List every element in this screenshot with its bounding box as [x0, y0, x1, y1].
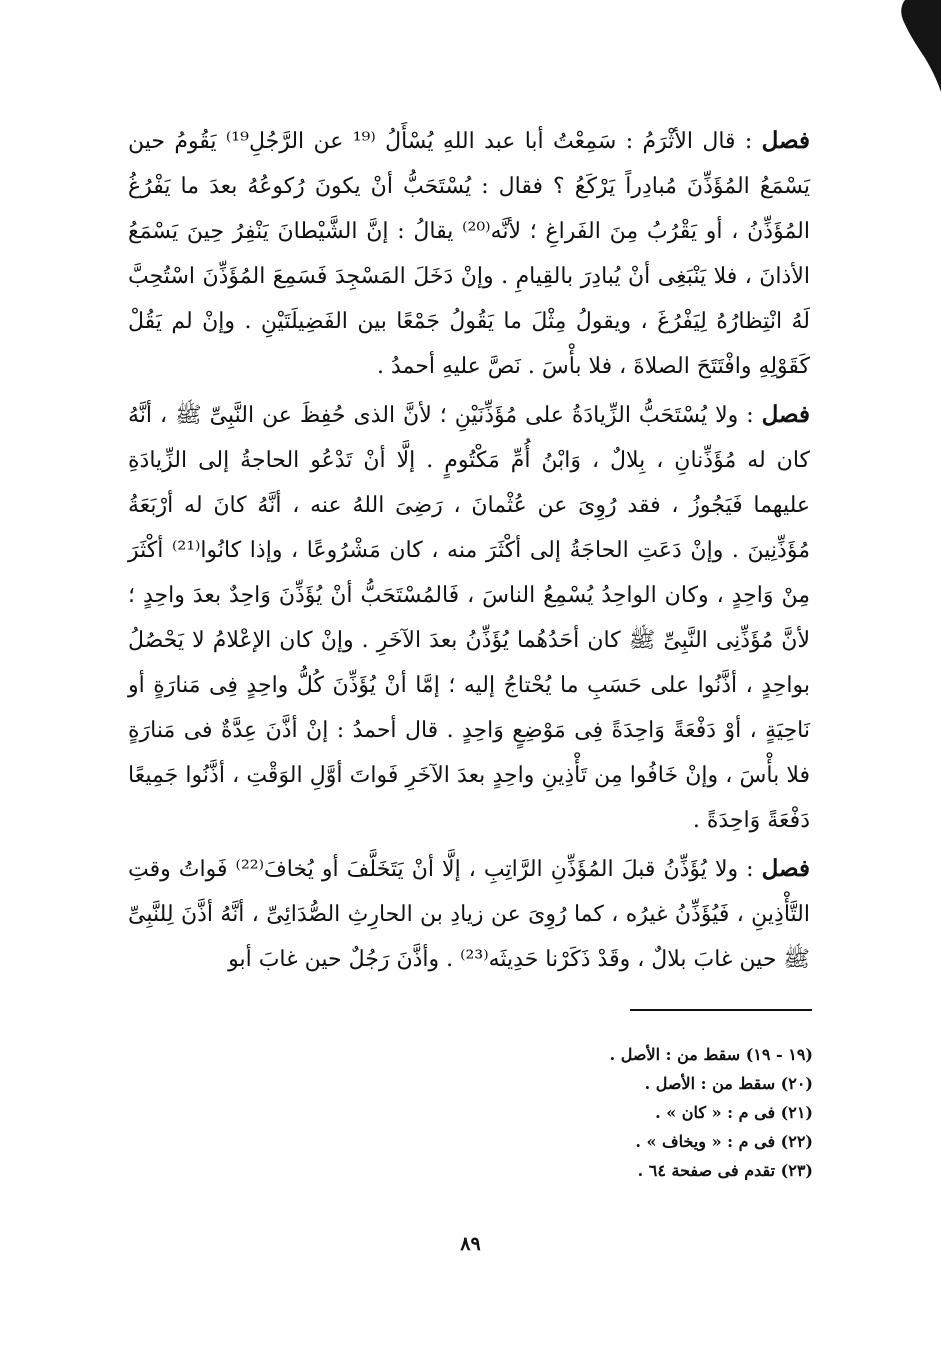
footnote-21: (٢١) فى م : « كان » . — [655, 1103, 813, 1122]
paragraph-body: : ولا يُسْتَحَبُّ الزِّيادَةُ على مُؤَذِّنَيْنِ ؛ لأنَّ الذى حُفِظَ عن النَّبِىِّ ﷺ ، أنَّهُ كان له مُؤَذِّنانِ ، بِلالٌ ، وَابْنُ أُمِّ مَكْتُومٍ . إلَّا أنْ تَدْعُو الحاجةُ إلى الزِّيادَةِ عليهما فَيَجُوزُ ، فقد رُوِىَ عن عُثْمانَ ، رَضِىَ اللهُ عنه ، أنَّهُ كانَ له أرْبَعَةُ مُؤَذِّنِينَ . وإنْ دَعَتِ الحاجَةُ إلى أكْثَرَ منه ، كان مَشْرُوعًا ، وإذا كانُوا⁽²¹⁾ أكْثَرَ مِنْ وَاحِدٍ ، وكان الواحِدُ يُسْمِعُ الناسَ ، فَالمُسْتَحَبُّ أنْ يُؤَذِّنَ وَاحِدٌ بعدَ واحِدٍ ؛ لأنَّ مُؤَذِّنِى النَّبِىِّ ﷺ كان أحَدُهُما يُؤَذِّنُ بعدَ الآخَرِ . وإنْ كان الإعْلامُ لا يَحْصُلُ بواحِدٍ ، أذَّنُوا على حَسَبِ ما يُحْتاجُ إليه ؛ إمَّا أنْ يُؤَذِّنَ كُلُّ واحِدٍ فِى مَنارَةٍ أو نَاحِيَةٍ ، أوْ دَفْعَةً وَاحِدَةً فِى مَوْضِعٍ وَاحِدٍ . قال أحمدُ : إنْ أذَّنَ عِدَّةٌ فى مَنارَةٍ فلا بأْسَ ، وإنْ خَافُوا مِن تَأْذِينِ واحِدٍ بعدَ الآخَرِ فَواتَ أوَّلِ الوَقْتِ ، أذَّنُوا جَمِيعًا دَفْعَةً وَاحِدَةً . — [128, 403, 810, 833]
footnote-20: (٢٠) سقط من : الأصل . — [644, 1074, 813, 1093]
footnote-divider — [630, 1009, 812, 1011]
page-number: ٨٩ — [460, 1233, 481, 1255]
scan-corner-shadow — [897, 0, 941, 92]
footnote-22: (٢٢) فى م : « ويخاف » . — [635, 1132, 813, 1151]
paragraph-body: : ولا يُؤَذِّنُ قبلَ المُؤَذِّنِ الرَّاتِبِ ، إلَّا أنْ يَتَخَلَّفَ أو يُخافَ⁽²²⁾ فَواتُ وقتِ التَّأْذِينِ ، فَيُؤَذِّنُ غيرُه ، كما رُوِىَ عن زيادِ بن الحارِثِ الصُّدَائِىِّ ، أنَّهُ أذَّنَ لِلنَّبِىِّ ﷺ حين غابَ بلالٌ ، وقَدْ ذَكَرْنا حَدِيثَه⁽²³⁾ . وأذَّنَ رَجُلٌ حين غابَ أبو — [128, 857, 810, 972]
main-text — [128, 118, 810, 985]
paragraph-3 — [128, 846, 810, 982]
footnotes — [413, 1040, 813, 1185]
footnote-19: (١٩ - ١٩) سقط من : الأصل . — [609, 1045, 813, 1064]
paragraph-2 — [128, 392, 810, 843]
paragraph-body: : قال الأثْرَمُ : سَمِعْتُ أبا عبد اللهِ يُسْأَلُ ⁽¹⁹ عن الرَّجُلِ¹⁹⁾ يَقُومُ حين يَسْمَعُ المُؤَذِّنَ مُبادِراً يَرْكَعُ ؟ فقال : يُسْتَحَبُّ أنْ يكونَ رُكوعُهُ بعدَ ما يَفْرُغُ المُؤَذِّنُ ، أو يَقْرُبُ مِنَ الفَراغِ ؛ لأنَّه⁽²⁰⁾ يقالُ : إنَّ الشَّيْطانَ يَنْفِرُ حِينَ يَسْمَعُ الأذانَ ، فلا يَنْبَغِى أنْ يُبادِرَ بالقِيامِ . وإنْ دَخَلَ المَسْجِدَ فَسَمِعَ المُؤَذِّنَ اسْتُحِبَّ لَهُ انْتِظارُهُ لِيَفْرُغَ ، ويقولُ مِثْلَ ما يَقُولُ جَمْعًا بين الفَضِيلَتَيْنِ . وإنْ لم يَقُلْ كَقَوْلِهِ وافْتَتَحَ الصلاةَ ، فلا بأْسَ . نَصَّ عليهِ أحمدُ . — [128, 129, 810, 379]
paragraph-1 — [128, 118, 810, 389]
section-heading: فصل — [761, 855, 810, 882]
section-heading: فصل — [761, 127, 810, 154]
section-heading: فصل — [761, 401, 810, 428]
footnote-23: (٢٣) تقدم فى صفحة ٦٤ . — [637, 1161, 813, 1180]
